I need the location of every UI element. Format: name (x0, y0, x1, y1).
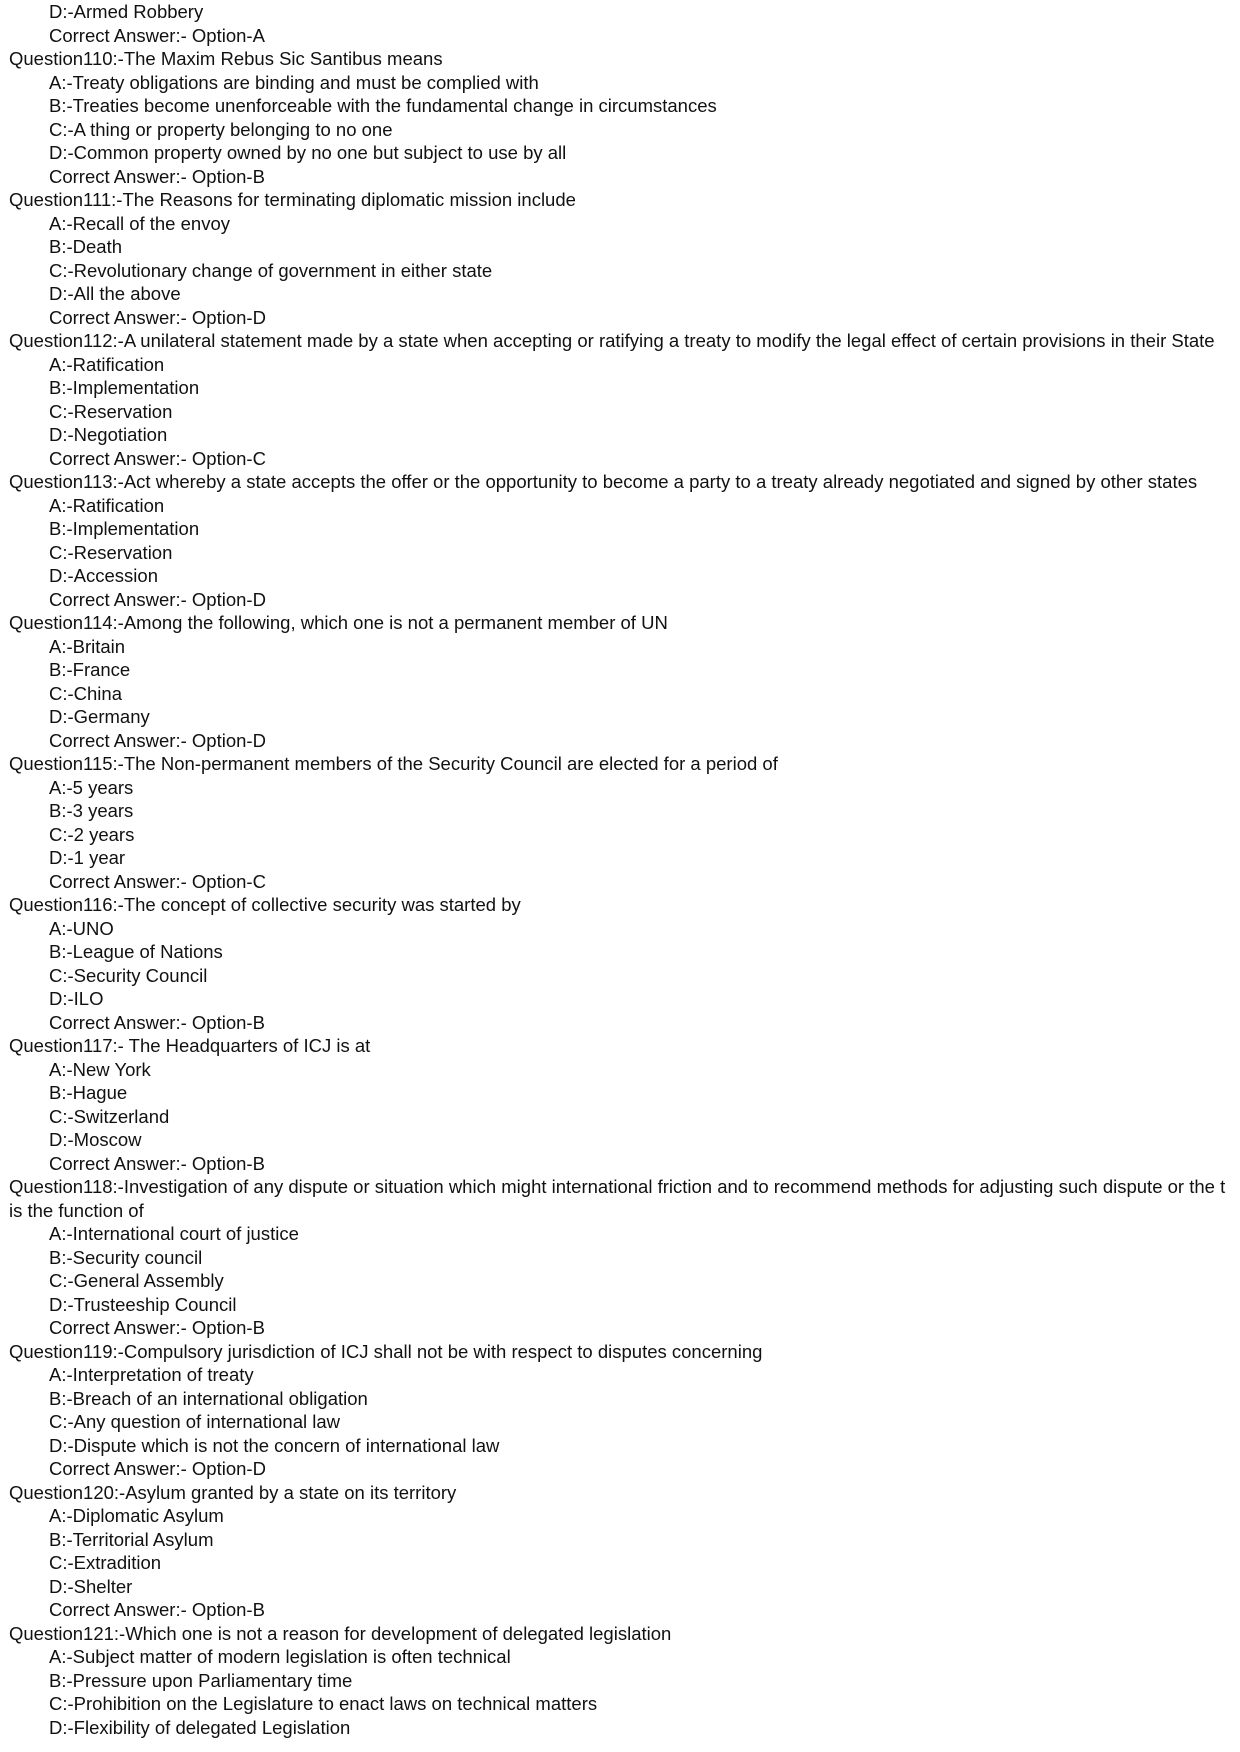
question-text: Question110:-The Maxim Rebus Sic Santibus means (9, 48, 443, 69)
question-text: Question113:-Act whereby a state accepts the offer or the opportunity to become a party to a treaty already negotiated and signed by other states (9, 471, 1198, 492)
option-a: A:-5 years (49, 776, 134, 798)
option-c: C:-Reservation (49, 541, 173, 563)
option-a: A:-Ratification (49, 494, 165, 516)
option-b: B:-Treaties become unenforceable with the fundamental change in circumstances (49, 95, 717, 116)
option-d: D:-Trusteeship Council (49, 1293, 237, 1315)
option-c: C:-Revolutionary change of government in either state (49, 259, 493, 281)
option-a: A:-Treaty obligations are binding and must be complied with (49, 71, 539, 93)
option-c: C:-Switzerland (49, 1105, 170, 1127)
option-d: D:-Armed Robbery (49, 1, 204, 22)
option-b: B:-Breach of an international obligation (49, 1387, 368, 1409)
question-text: Question115:-The Non-permanent members of the Security Council are elected for a period of (9, 753, 778, 774)
question-text: Question114:-Among the following, which one is not a permanent member of UN (9, 612, 668, 633)
question-text-continued: is the function of (9, 1199, 144, 1221)
option-b: B:-Hague (49, 1082, 128, 1103)
option-d: D:-1 year (49, 847, 126, 868)
question-text: Question121:-Which one is not a reason for development of delegated legislation (9, 1622, 672, 1644)
option-b: B:-League of Nations (49, 941, 223, 962)
option-a: A:-Britain (49, 635, 126, 657)
question-text: Question119:-Compulsory jurisdiction of ICJ shall not be with respect to disputes concerning (9, 1340, 763, 1362)
option-c: C:-Security Council (49, 964, 208, 986)
correct-answer: Correct Answer:- Option-B (49, 1317, 265, 1338)
question-text: Question120:-Asylum granted by a state on its territory (9, 1481, 457, 1503)
option-d: D:-Shelter (49, 1575, 133, 1597)
question-document (9, 0, 1240, 1739)
option-b: B:-Implementation (49, 518, 200, 539)
question-text: Question111:-The Reasons for terminating diplomatic mission include (9, 189, 576, 210)
correct-answer: Correct Answer:- Option-D (49, 1458, 266, 1479)
option-d: D:-Accession (49, 565, 158, 586)
correct-answer: Correct Answer:- Option-A (49, 24, 265, 46)
question-text: Question118:-Investigation of any dispute or situation which might international friction and to recommend methods for adjusting such dispute or the t (9, 1176, 1226, 1197)
correct-answer: Correct Answer:- Option-D (49, 729, 266, 751)
option-c: C:-Reservation (49, 400, 173, 422)
correct-answer: Correct Answer:- Option-B (49, 1011, 265, 1033)
option-b: B:-Territorial Asylum (49, 1528, 214, 1550)
option-c: C:-China (49, 682, 122, 704)
option-c: C:-Prohibition on the Legislature to enact laws on technical matters (49, 1693, 598, 1714)
option-c: C:-General Assembly (49, 1270, 224, 1291)
option-d: D:-Moscow (49, 1129, 142, 1150)
option-d: D:-Dispute which is not the concern of international law (49, 1434, 500, 1456)
correct-answer: Correct Answer:- Option-D (49, 306, 266, 328)
option-b: B:-Pressure upon Parliamentary time (49, 1669, 353, 1691)
option-a: A:-Recall of the envoy (49, 212, 230, 234)
option-d: D:-ILO (49, 988, 104, 1009)
option-a: A:-New York (49, 1058, 151, 1080)
correct-answer: Correct Answer:- Option-B (49, 165, 265, 187)
option-a: A:-International court of justice (49, 1223, 299, 1244)
option-a: A:-Ratification (49, 353, 165, 375)
correct-answer: Correct Answer:- Option-B (49, 1599, 265, 1620)
correct-answer: Correct Answer:- Option-D (49, 588, 266, 610)
option-c: C:-A thing or property belonging to no one (49, 118, 393, 140)
option-b: B:-3 years (49, 800, 134, 821)
correct-answer: Correct Answer:- Option-C (49, 447, 266, 469)
question-text: Question116:-The concept of collective security was started by (9, 894, 521, 915)
option-a: A:-Subject matter of modern legislation is often technical (49, 1646, 511, 1667)
option-b: B:-Implementation (49, 377, 200, 398)
option-d: D:-Common property owned by no one but subject to use by all (49, 142, 567, 163)
correct-answer: Correct Answer:- Option-B (49, 1152, 265, 1174)
option-c: C:-2 years (49, 823, 135, 845)
option-d: D:-Negotiation (49, 424, 168, 445)
option-b: B:-Death (49, 236, 123, 257)
option-d: D:-Flexibility of delegated Legislation (49, 1716, 351, 1738)
option-c: C:-Any question of international law (49, 1411, 341, 1432)
option-a: A:-UNO (49, 917, 114, 939)
option-c: C:-Extradition (49, 1552, 162, 1573)
option-a: A:-Interpretation of treaty (49, 1364, 254, 1385)
option-a: A:-Diplomatic Asylum (49, 1505, 224, 1526)
option-d: D:-All the above (49, 283, 181, 304)
question-text: Question117:- The Headquarters of ICJ is at (9, 1035, 371, 1056)
option-b: B:-France (49, 659, 131, 680)
option-d: D:-Germany (49, 706, 150, 727)
correct-answer: Correct Answer:- Option-C (49, 870, 266, 892)
option-b: B:-Security council (49, 1246, 203, 1268)
question-text: Question112:-A unilateral statement made by a state when accepting or ratifying a treaty to modify the legal effect of certain provisions in their State (9, 330, 1215, 351)
